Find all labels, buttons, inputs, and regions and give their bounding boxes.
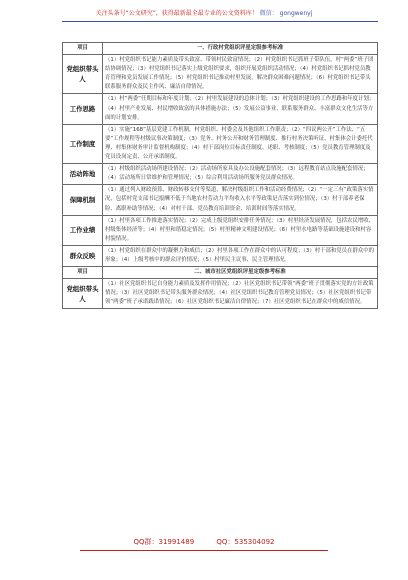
row-content: （1）村里各项工作推进落实情况；（2）完成上级党组织安排任务情况；（3）村里经济发展情况，包括农民增收、村级集体经济等；（4）村里和谐稳定情况；（5）村里精神文明建设情况；（6）村里水电路等基础设施建设和村容村貌情况。 bbox=[103, 215, 378, 245]
row-category: 群众反映 bbox=[63, 245, 103, 266]
banner-divider bbox=[62, 21, 378, 22]
table-row bbox=[63, 164, 378, 185]
section1-header-row bbox=[63, 43, 378, 55]
row-content: （1）村党组织在群众中的凝聚力和威信；（2）村里各项工作在群众中的认可程度；（3）村干部和党员在群众中的形象；（4）上级考核中的群众评价情况；（5）村里民主议事、民主管理情况。 bbox=[103, 245, 378, 266]
table-row bbox=[63, 124, 378, 163]
row-content: （1）社区党组织书记自身能力素质及发挥作用情况；（2）社区党组织书记带领“两委”班子贯彻落实党的方针政策情况；（3）社区党组织书记带头服务群众情况；（4）社区党组织书记教育管理党员情况；（5）社区党组织书记带领“两委”班子承诺践诺情况；（6）社区党组织书记廉洁自律情况；（7）社区党组织书记在群众中的威信情况。 bbox=[103, 279, 378, 309]
section2-header-row bbox=[63, 267, 378, 279]
table-row bbox=[63, 279, 378, 309]
row-content: （1）村党组织书记能力素质及带头致富、带领村民致富情况；（2）村党组织书记抓班子带队伍，村“两委”班子团结协调情况；（3）村党组织书记落实上级党组织要求，组织开展党组织活动情况；（4）村党组织书记抓村党员教育管理和党员发展工作情况；（5）村党组织书记推动村里发展，解决群众困难问题情况；（6）村党组织书记带头联系服务群众及民主作风、廉洁自律情况。 bbox=[103, 55, 378, 94]
table-row bbox=[63, 94, 378, 124]
qq-number: QQ：535304092 bbox=[216, 538, 275, 546]
row-category: 党组织带头人 bbox=[63, 55, 103, 94]
row-category: 工作业绩 bbox=[63, 215, 103, 245]
top-banner bbox=[0, 8, 408, 17]
row-category: 工作制度 bbox=[63, 124, 103, 163]
qq-group: QQ群：31991489 bbox=[133, 538, 195, 546]
table-row bbox=[63, 55, 378, 94]
section2-title: 二、城市社区党组织评星定级参考标准 bbox=[103, 267, 378, 279]
row-content: （1）通过列入财政预算、财政转移支付等渠道，解决村级组织工作和活动经费情况；（2）“一定三有”政策落实情况，包括村党支部书记报酬不低于当地农村劳动力平均收入水平等政策是否落实到位情况；（3）村干部养老保险、离职补助等情况；（4）对村干部、党员教育培训资金、培训时间等落实情况。 bbox=[103, 185, 378, 215]
section2-col-header: 项目 bbox=[63, 267, 103, 279]
banner-text: 关注头条号“公文研究”，获得最新最全最专业的公文资料库！ bbox=[95, 10, 258, 17]
table-row bbox=[63, 215, 378, 245]
row-content: （1）村“两委”任期目标和年度计划；（2）村里发展建设的总体计划；（3）村党组织建设的工作思路和年度计划；（4）村里产业发展、村民增收致富的具体措施办法；（5）发展公益事业、联系服务群众、丰富群众文化生活等方面的计划安排。 bbox=[103, 94, 378, 124]
row-category: 保障机制 bbox=[63, 185, 103, 215]
row-content: （1）村级组织活动场所建设情况；（2）活动场所家具及办公设施配套情况；（3）远程教育站点设施配套情况；（4）活动场所日常维护和管理情况；（5）综合利用活动场所服务党员群众情况。 bbox=[103, 164, 378, 185]
row-category: 党组织带头人 bbox=[63, 279, 103, 309]
table-row bbox=[63, 245, 378, 266]
row-category: 工作思路 bbox=[63, 94, 103, 124]
table-row bbox=[63, 185, 378, 215]
wechat-id: gongwenyj bbox=[279, 10, 313, 17]
row-content: （1）实施“168”基层党建工作机制，村党组织、村委会及其他组织工作职责；（2）“四议两公开”工作法、“五要”工作规程等村级议事决策制度；（3）党务、村务公开和财务管理制度、推行村务决策听证、村集体会计委托代理、村集体财务审计监督机构制度；（4）村干部岗位目标责任制度、述职、考核制度；（5）党员教育管理制度及党员设岗定责、公开承诺制度。 bbox=[103, 124, 378, 163]
footer-contacts bbox=[0, 537, 408, 547]
wechat-label: 微信： bbox=[259, 10, 278, 17]
footer-divider bbox=[80, 550, 328, 551]
section1-title: 一、行政村党组织评星定级参考标准 bbox=[103, 43, 378, 55]
section1-col-header: 项目 bbox=[63, 43, 103, 55]
standards-table bbox=[62, 42, 378, 309]
row-category: 活动阵地 bbox=[63, 164, 103, 185]
